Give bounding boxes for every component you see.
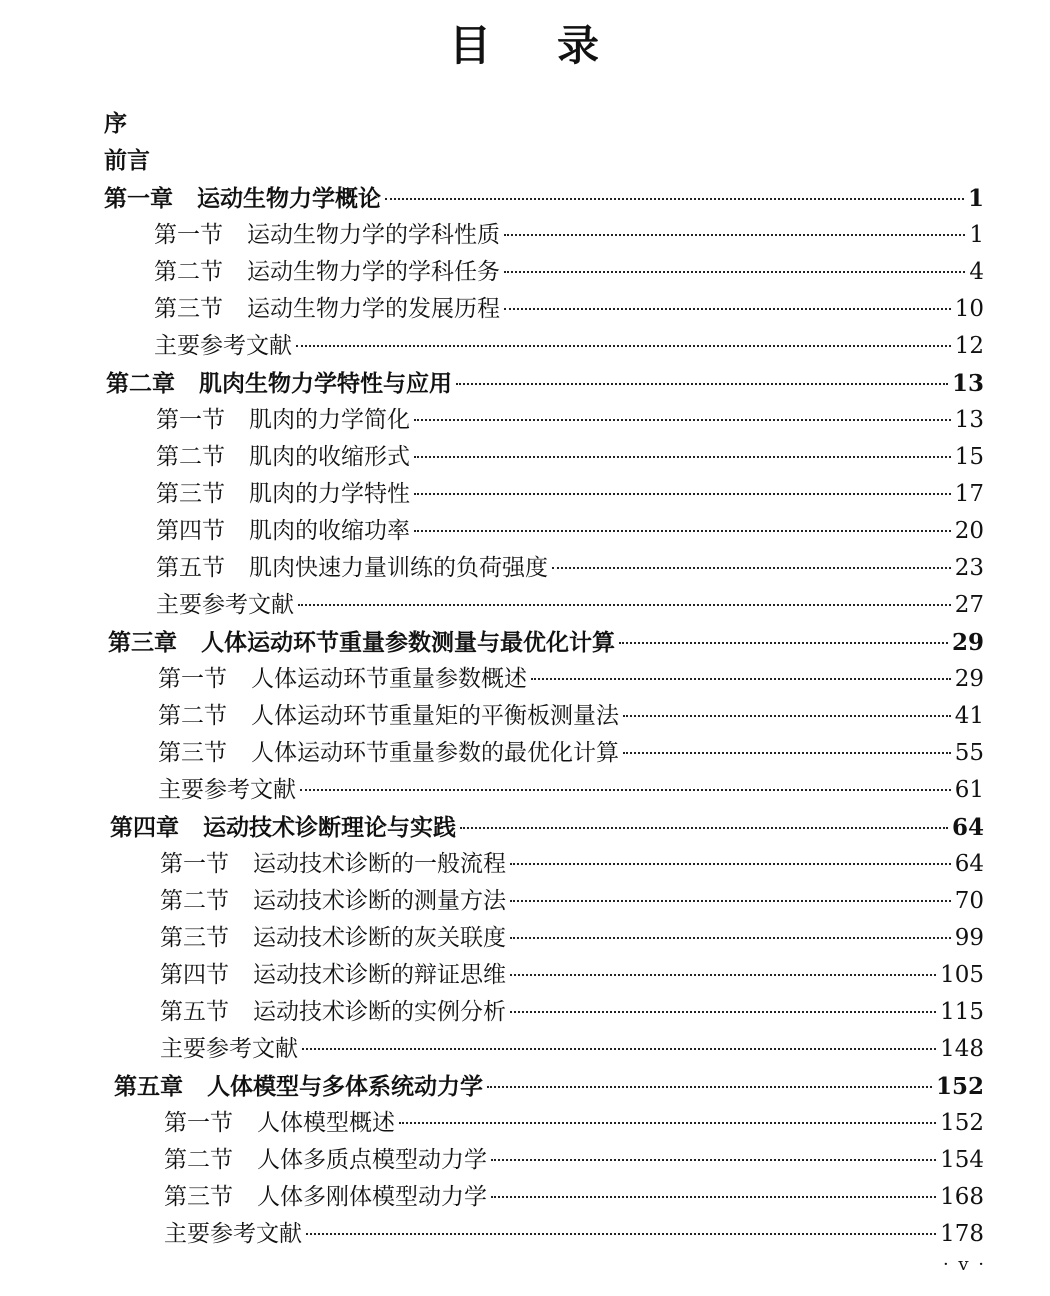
- toc-references-entry[interactable]: [0, 1031, 1050, 1068]
- toc-entry-number: 第一章: [104, 186, 173, 212]
- dot-leader: [623, 715, 951, 717]
- toc-entry-title: 运动技术诊断的测量方法: [253, 888, 506, 914]
- dot-leader: [491, 1159, 936, 1161]
- toc-page-number: 148: [940, 1036, 984, 1062]
- toc-entry-title: 肌肉的收缩形式: [249, 444, 410, 470]
- page-number-footer: · v ·: [942, 1254, 986, 1275]
- dot-leader: [385, 198, 964, 200]
- toc-entry-title: 肌肉快速力量训练的负荷强度: [249, 555, 548, 581]
- toc-entry-title: 人体模型概述: [257, 1110, 395, 1136]
- dot-leader: [460, 827, 948, 829]
- toc-front-matter-entry[interactable]: [0, 143, 1050, 180]
- dot-leader: [456, 383, 948, 385]
- toc-entry-title: 运动技术诊断的一般流程: [253, 851, 506, 877]
- toc-references-entry[interactable]: [0, 772, 1050, 809]
- toc-section-entry[interactable]: [0, 698, 1050, 735]
- toc-page-number: 105: [940, 962, 984, 988]
- toc-chapter-entry[interactable]: [0, 180, 1050, 217]
- toc-entry-title: 运动技术诊断的灰关联度: [253, 925, 506, 951]
- toc-entry-number: 第一节: [164, 1110, 233, 1136]
- toc-page-number: 64: [951, 814, 984, 841]
- dot-leader: [510, 974, 936, 976]
- toc-title-part2: 录: [557, 21, 602, 70]
- dot-leader: [510, 937, 951, 939]
- toc-entry-title: 运动技术诊断的实例分析: [253, 999, 506, 1025]
- toc-section-entry[interactable]: [0, 291, 1050, 328]
- toc-section-entry[interactable]: [0, 957, 1050, 994]
- toc-entry-number: 第三章: [108, 630, 177, 656]
- toc-section-entry[interactable]: [0, 661, 1050, 698]
- toc-section-entry[interactable]: [0, 883, 1050, 920]
- toc-entry-number: 第五节: [160, 999, 229, 1025]
- toc-entry-title: 运动生物力学的学科性质: [247, 222, 500, 248]
- toc-chapter-entry[interactable]: [0, 624, 1050, 661]
- dot-leader: [510, 863, 951, 865]
- toc-entry-number: 第四章: [110, 815, 179, 841]
- dot-leader: [623, 752, 951, 754]
- toc-entry-title: 前言: [104, 148, 150, 174]
- toc-entry-number: 第三节: [164, 1184, 233, 1210]
- toc-page-number: 41: [954, 703, 984, 729]
- toc-section-entry[interactable]: [0, 550, 1050, 587]
- dot-leader: [414, 493, 951, 495]
- toc-entry-title: 运动生物力学的发展历程: [247, 296, 500, 322]
- toc-title-part1: 目: [448, 21, 493, 70]
- toc-entry-number: 第一节: [160, 851, 229, 877]
- toc-page-number: 154: [940, 1147, 984, 1173]
- toc-entry-title: 人体模型与多体系统动力学: [207, 1074, 483, 1100]
- toc-page-number: 13: [954, 407, 984, 433]
- dot-leader: [510, 900, 951, 902]
- dot-leader: [619, 642, 948, 644]
- dot-leader: [414, 530, 951, 532]
- dot-leader: [504, 234, 965, 236]
- toc-entry-number: 第三节: [158, 740, 227, 766]
- toc-entry-number: 第三节: [160, 925, 229, 951]
- toc-entry-title: 肌肉的力学特性: [249, 481, 410, 507]
- toc-page-number: 29: [954, 666, 984, 692]
- toc-section-entry[interactable]: [0, 846, 1050, 883]
- dot-leader: [302, 1048, 936, 1050]
- dot-leader: [510, 1011, 936, 1013]
- toc-entry-number: 第五章: [114, 1074, 183, 1100]
- toc-section-entry[interactable]: [0, 476, 1050, 513]
- toc-entry-title: 主要参考文献: [160, 1036, 298, 1062]
- toc-page-number: 13: [951, 370, 984, 397]
- toc-entry-number: 第二节: [154, 259, 223, 285]
- toc-section-entry[interactable]: [0, 1142, 1050, 1179]
- toc-chapter-entry[interactable]: [0, 1068, 1050, 1105]
- toc-page-number: 152: [935, 1073, 984, 1100]
- toc-entry-number: 第三节: [156, 481, 225, 507]
- toc-entry-number: 第一节: [154, 222, 223, 248]
- dot-leader: [300, 789, 951, 791]
- toc-page-number: 4: [969, 259, 984, 285]
- toc-section-entry[interactable]: [0, 513, 1050, 550]
- toc-entry-title: 人体多刚体模型动力学: [257, 1184, 487, 1210]
- toc-entry-title: 主要参考文献: [154, 333, 292, 359]
- toc-entry-number: 第四节: [156, 518, 225, 544]
- toc-section-entry[interactable]: [0, 1105, 1050, 1142]
- toc-entry-title: 人体运动环节重量参数的最优化计算: [251, 740, 619, 766]
- toc-entry-number: 第二节: [156, 444, 225, 470]
- toc-entry-number: 第一节: [156, 407, 225, 433]
- toc-entry-title: 运动技术诊断的辩证思维: [253, 962, 506, 988]
- toc-section-entry[interactable]: [0, 402, 1050, 439]
- toc-entry-title: 肌肉生物力学特性与应用: [199, 371, 452, 397]
- toc-page-number: 70: [954, 888, 984, 914]
- toc-page-number: 17: [954, 481, 984, 507]
- toc-entry-title: 运动技术诊断理论与实践: [203, 815, 456, 841]
- toc-entry-title: 人体多质点模型动力学: [257, 1147, 487, 1173]
- toc-references-entry[interactable]: [0, 1216, 1050, 1253]
- toc-section-entry[interactable]: [0, 217, 1050, 254]
- toc-section-entry[interactable]: [0, 920, 1050, 957]
- dot-leader: [487, 1086, 932, 1088]
- toc-section-entry[interactable]: [0, 254, 1050, 291]
- dot-leader: [414, 419, 951, 421]
- toc-page-number: 55: [954, 740, 984, 766]
- dot-leader: [552, 567, 951, 569]
- dot-leader: [531, 678, 951, 680]
- toc-page-number: 64: [954, 851, 984, 877]
- toc-page-number: 20: [954, 518, 984, 544]
- toc-entry-number: 第五节: [156, 555, 225, 581]
- toc-entry-number: 第二章: [106, 371, 175, 397]
- toc-entry-number: 第三节: [154, 296, 223, 322]
- toc-page-number: 15: [954, 444, 984, 470]
- toc-list: [0, 106, 1050, 1253]
- toc-references-entry[interactable]: [0, 587, 1050, 624]
- toc-entry-number: 第四节: [160, 962, 229, 988]
- dot-leader: [504, 308, 951, 310]
- toc-page-number: 178: [940, 1221, 984, 1247]
- toc-entry-title: 肌肉的收缩功率: [249, 518, 410, 544]
- toc-page-number: 1: [967, 185, 984, 212]
- toc-title: [0, 18, 1050, 74]
- toc-section-entry[interactable]: [0, 994, 1050, 1031]
- dot-leader: [414, 456, 951, 458]
- toc-entry-title: 人体运动环节重量矩的平衡板测量法: [251, 703, 619, 729]
- toc-page-number: 10: [954, 296, 984, 322]
- dot-leader: [491, 1196, 936, 1198]
- toc-page-number: 1: [969, 222, 984, 248]
- toc-section-entry[interactable]: [0, 735, 1050, 772]
- toc-entry-title: 主要参考文献: [164, 1221, 302, 1247]
- toc-entry-title: 运动生物力学的学科任务: [247, 259, 500, 285]
- dot-leader: [298, 604, 951, 606]
- dot-leader: [306, 1233, 936, 1235]
- toc-entry-title: 人体运动环节重量参数测量与最优化计算: [201, 630, 615, 656]
- toc-entry-title: 运动生物力学概论: [197, 186, 381, 212]
- dot-leader: [399, 1122, 936, 1124]
- toc-page-number: 115: [940, 999, 984, 1025]
- toc-entry-title: 主要参考文献: [156, 592, 294, 618]
- toc-references-entry[interactable]: [0, 328, 1050, 365]
- dot-leader: [504, 271, 965, 273]
- toc-page-number: 168: [940, 1184, 984, 1210]
- toc-page-number: 29: [951, 629, 984, 656]
- toc-entry-number: 第二节: [158, 703, 227, 729]
- toc-entry-title: 人体运动环节重量参数概述: [251, 666, 527, 692]
- toc-chapter-entry[interactable]: [0, 365, 1050, 402]
- toc-chapter-entry[interactable]: [0, 809, 1050, 846]
- toc-page-number: 152: [940, 1110, 984, 1136]
- toc-page-number: 61: [954, 777, 984, 803]
- toc-section-entry[interactable]: [0, 1179, 1050, 1216]
- toc-entry-number: 第二节: [164, 1147, 233, 1173]
- toc-section-entry[interactable]: [0, 439, 1050, 476]
- toc-entry-title: 序: [104, 111, 127, 137]
- toc-page-number: 99: [954, 925, 984, 951]
- dot-leader: [296, 345, 951, 347]
- toc-entry-number: 第一节: [158, 666, 227, 692]
- toc-entry-title: 主要参考文献: [158, 777, 296, 803]
- toc-entry-number: 第二节: [160, 888, 229, 914]
- toc-page-number: 12: [954, 333, 984, 359]
- toc-page-number: 27: [954, 592, 984, 618]
- toc-entry-title: 肌肉的力学简化: [249, 407, 410, 433]
- toc-front-matter-entry[interactable]: [0, 106, 1050, 143]
- toc-page-number: 23: [954, 555, 984, 581]
